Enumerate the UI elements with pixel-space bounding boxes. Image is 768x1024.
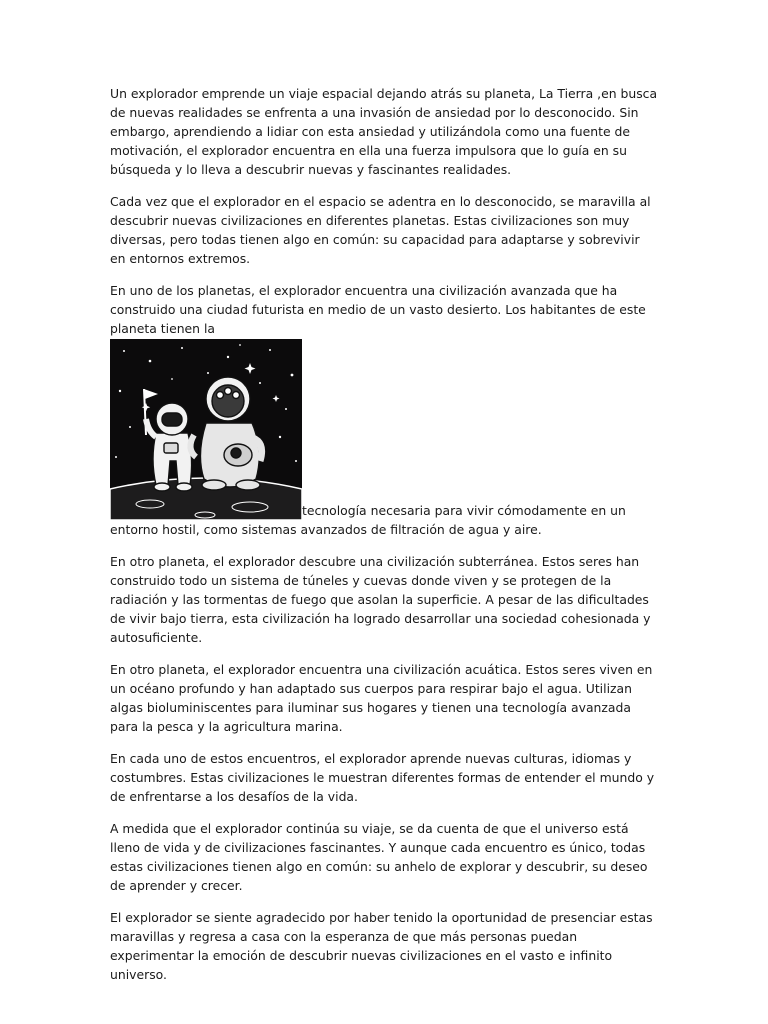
paragraph-4: En otro planeta, el explorador descubre una civilización subterránea. Estos seres han construido todo un sistema de túneles y cuevas donde viven y se protegen de la radiación y las tormentas de fuego que asolan la superficie. A pesar de las dificultades de vivir bajo tierra, esta civilización ha logrado desarrollar una sociedad cohesionada y autosuficiente. [110,554,651,645]
paragraph-3-text-before: En uno de los planetas, el explorador encuentra una civilización avanzada que ha construido una ciudad futurista en medio de un vasto desierto. Los habitantes de este planeta tienen la [110,283,646,336]
paragraph-6: En cada uno de estos encuentros, el explorador aprende nuevas culturas, idiomas y costumbres. Estas civilizaciones le muestran diferentes formas de entender el mundo y de enfrentarse a los desafíos de la vida. [110,751,655,804]
paragraph-8: El explorador se siente agradecido por haber tenido la oportunidad de presenciar estas maravillas y regresa a casa con la esperanza de que más personas puedan experimentar la emoción de descubrir nuevas civilizaciones en el vasto e infinito universo. [110,910,653,982]
paragraph-1: Un explorador emprende un viaje espacial dejando atrás su planeta, La Tierra ,en busca de nuevas realidades se enfrenta a una invasión de ansiedad por lo desconocido. Sin embargo, aprendiendo a lidiar con esta ansiedad y utilizándola como una fuente de motivación, el explorador encuentra en ella una fuerza impulsora que lo guía en su búsqueda y lo lleva a descubrir nuevas y fascinantes realidades. [110,86,658,177]
paragraph-with-image [110,281,658,539]
astronaut-alien-illustration [110,339,302,520]
paragraph-5: En otro planeta, el explorador encuentra una civilización acuática. Estos seres viven en un océano profundo y han adaptado sus cuerpos para respirar bajo el agua. Utilizan algas bioluminiscentes para iluminar sus hogares y tienen una tecnología avanzada para la pesca y la agricultura marina. [110,662,653,734]
paragraph-2: Cada vez que el explorador en el espacio se adentra en lo desconocido, se maravilla al descubrir nuevas civilizaciones en diferentes planetas. Estas civilizaciones son muy diversas, pero todas tienen algo en común: su capacidad para adaptarse y sobrevivir en entornos extremos. [110,194,651,266]
paragraph-7: A medida que el explorador continúa su viaje, se da cuenta de que el universo está lleno de vida y de civilizaciones fascinantes. Y aunque cada encuentro es único, todas estas civilizaciones tienen algo en común: su anhelo de explorar y descubrir, su deseo de aprender y crecer. [110,821,648,893]
paragraph-3-text-after: tecnología necesaria para vivir cómodamente en un entorno hostil, como sistemas avanzados de filtración de agua y aire. [110,503,626,537]
